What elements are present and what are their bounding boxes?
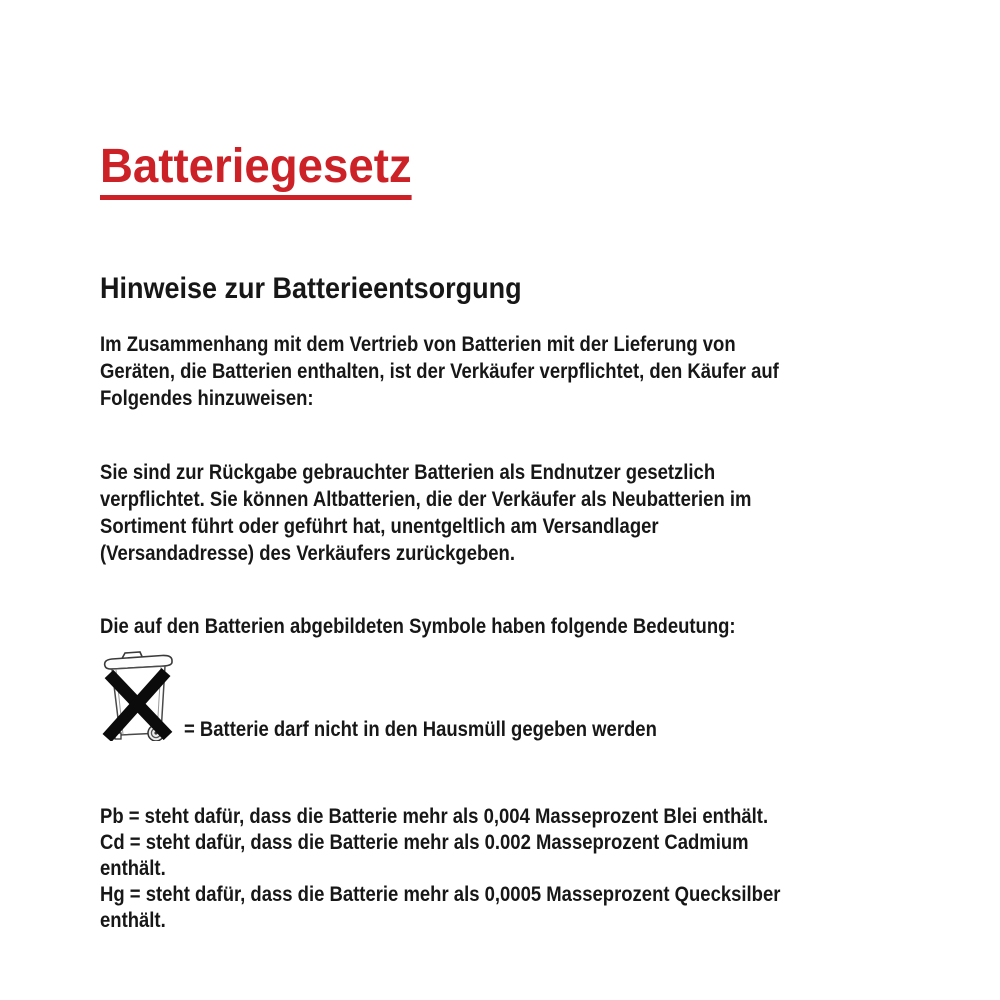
text-line-pb: Pb = steht dafür, dass die Batterie mehr als 0,004 Masseprozent Blei enthält. — [100, 805, 769, 828]
bin-icon-box — [100, 649, 178, 746]
paragraph-thresholds — [100, 804, 839, 934]
text-line: Sie sind zur Rückgabe gebrauchter Batterien als Endnutzer gesetzlich — [100, 461, 716, 484]
paragraph-intro — [100, 331, 839, 412]
bin-symbol-row — [100, 654, 940, 746]
page-title — [100, 140, 940, 200]
text-line: enthält. — [100, 909, 166, 932]
text-line: verpflichtet. Sie können Altbatterien, die der Verkäufer als Neubatterien im — [100, 488, 752, 511]
text-line: Im Zusammenhang mit dem Vertrieb von Batterien mit der Lieferung von — [100, 333, 736, 356]
crossed-out-wheelie-bin-icon — [100, 649, 178, 741]
text-line-hg: Hg = steht dafür, dass die Batterie mehr als 0,0005 Masseprozent Quecksilber — [100, 883, 781, 906]
paragraph-return-policy — [100, 459, 839, 567]
section-heading-battery-disposal: Hinweise zur Batterieentsorgung — [100, 272, 522, 305]
text-line: Folgendes hinzuweisen: — [100, 387, 314, 410]
paragraph-symbols-intro — [100, 613, 839, 640]
page-title-text: Batteriegesetz — [100, 143, 412, 200]
text-line: Die auf den Batterien abgebildeten Symbole haben folgende Bedeutung: — [100, 615, 736, 638]
text-line-cd: Cd = steht dafür, dass die Batterie mehr als 0.002 Masseprozent Cadmium — [100, 831, 749, 854]
text-line: Geräten, die Batterien enthalten, ist der Verkäufer verpflichtet, den Käufer auf — [100, 360, 779, 383]
text-line: (Versandadresse) des Verkäufers zurückgeben. — [100, 542, 515, 565]
text-line: Sortiment führt oder geführt hat, unentgeltlich am Versandlager — [100, 515, 659, 538]
text-line: enthält. — [100, 857, 166, 880]
bin-caption: = Batterie darf nicht in den Hausmüll gegeben werden — [184, 718, 657, 741]
